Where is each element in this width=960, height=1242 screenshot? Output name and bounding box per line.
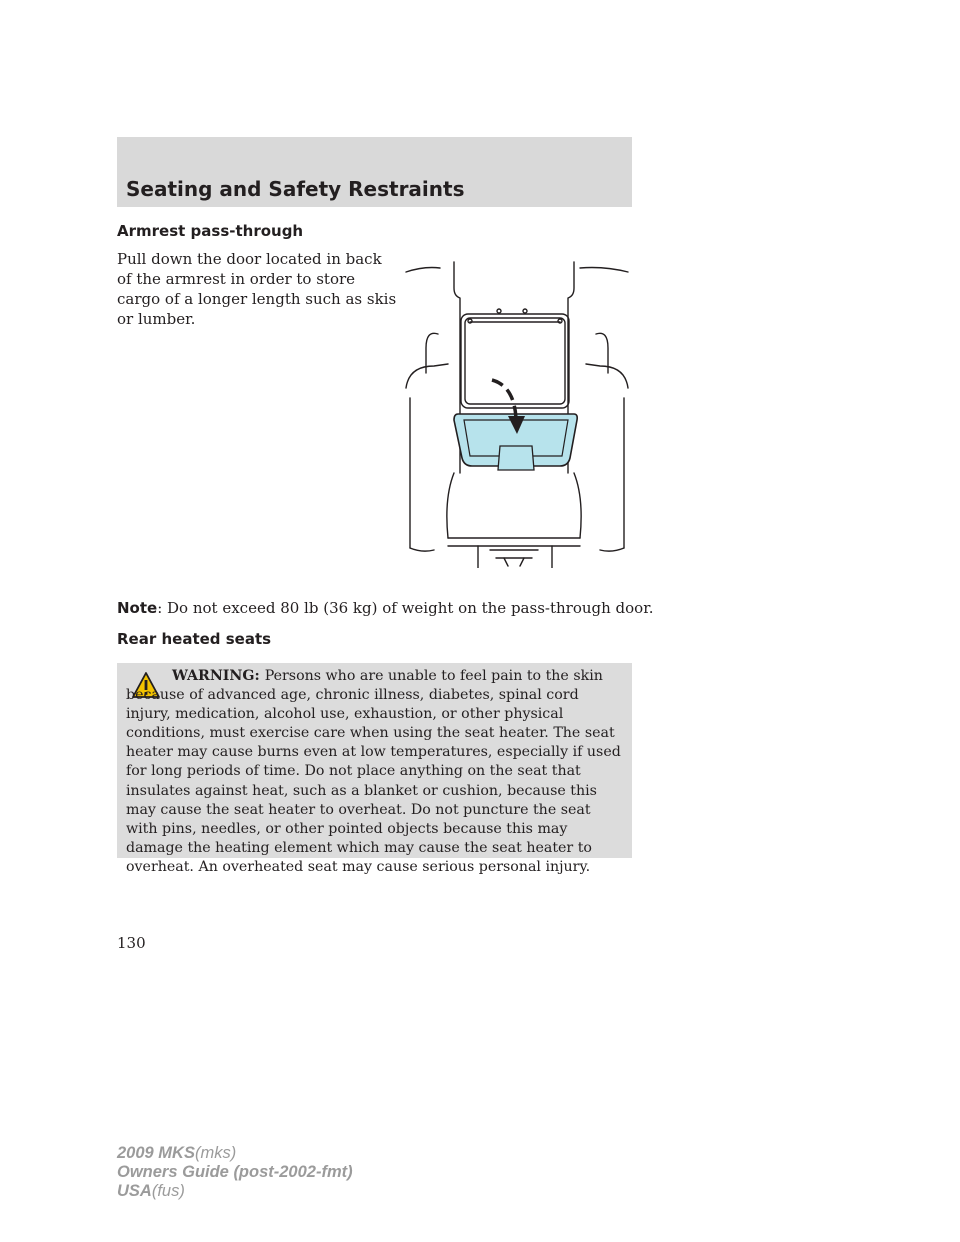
floor-vent-slats xyxy=(490,550,538,558)
footer-model-code: (mks) xyxy=(194,1144,237,1162)
pull-down-arrow-path xyxy=(492,380,516,418)
trim-bolt xyxy=(468,319,472,323)
trim-bolt xyxy=(558,319,562,323)
armrest-line: or lumber. xyxy=(117,310,196,328)
console-lower-right xyxy=(574,473,581,538)
floor-vent-detail xyxy=(504,558,524,566)
armrest-line: of the armrest in order to store xyxy=(117,270,356,288)
section-header-band xyxy=(117,137,632,207)
left-seat-top xyxy=(406,364,448,388)
headrest-right-line xyxy=(580,268,628,273)
console-lower-left xyxy=(447,473,454,538)
footer-region-code: (fus) xyxy=(151,1182,185,1200)
warning-text xyxy=(126,667,626,877)
left-seat-bottom xyxy=(410,548,434,551)
headrest-left-line xyxy=(406,268,440,273)
page-number: 130 xyxy=(117,934,146,952)
right-seat-top xyxy=(586,364,628,388)
footer-guide: Owners Guide (post-2002-fmt) xyxy=(117,1163,353,1181)
armrest-paragraph xyxy=(117,249,397,329)
pass-through-inner xyxy=(465,318,565,404)
warning-box xyxy=(117,663,632,875)
footer-model: 2009 MKS xyxy=(117,1144,195,1162)
section-title: Seating and Safety Restraints xyxy=(126,177,465,201)
door-handle xyxy=(498,446,534,470)
document-footer xyxy=(117,1144,353,1201)
armrest-line: Pull down the door located in back xyxy=(117,250,382,268)
footer-region: USA xyxy=(117,1182,152,1200)
armrest-line: cargo of a longer length such as skis xyxy=(117,290,397,308)
note-text: : Do not exceed 80 lb (36 kg) of weight on the pass-through door. xyxy=(157,599,654,617)
armrest-pass-through-illustration xyxy=(404,258,630,568)
trim-bolt xyxy=(523,309,527,313)
warning-label: WARNING: xyxy=(172,668,265,684)
note-label: Note xyxy=(117,599,158,617)
warning-body: Persons who are unable to feel pain to the skin because of advanced age, chronic illness, diabetes, spinal cord injury, medication, alcohol use, exhaustion, or other physical conditions, must exercise care when using the seat heater. The seat heater may cause burns even at low temperatures, especially if used for long periods of time. Do not place anything on the seat that insulates against heat, such as a blanket or cushion, because this may cause the seat heater to overheat. Do not puncture the seat with pins, needles, or other pointed objects because this may damage the heating element which may cause the seat heater to overheat. An overheated seat may cause serious personal injury. xyxy=(126,668,621,875)
note-paragraph xyxy=(117,599,654,617)
armrest-heading: Armrest pass-through xyxy=(117,222,304,240)
trim-bolt xyxy=(497,309,501,313)
rear-heated-seats-heading: Rear heated seats xyxy=(117,630,272,648)
right-seat-bottom xyxy=(600,548,624,551)
pass-through-opening xyxy=(461,314,569,408)
